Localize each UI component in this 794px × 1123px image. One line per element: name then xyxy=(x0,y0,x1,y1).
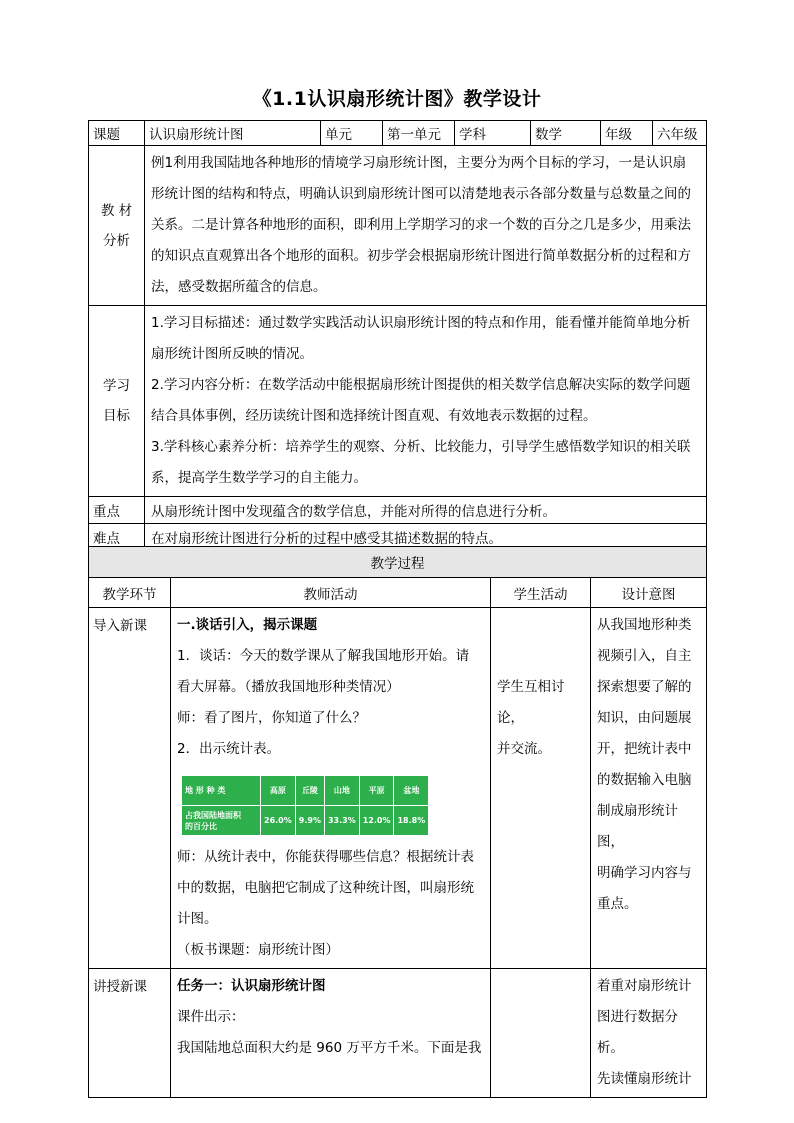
process-row-new xyxy=(89,969,707,1098)
terrain-percent: 26.0% xyxy=(261,806,296,836)
teacher-line: 中的数据，电脑把它制成了这种统计图，叫扇形统 xyxy=(177,880,474,896)
goals-row xyxy=(89,306,707,497)
intent-line: 探索想要了解的 xyxy=(597,679,692,695)
analysis-line: 形统计图的结构和特点，明确认识到扇形统计图可以清楚地表示各部分数量与总数量之间的 xyxy=(151,186,691,202)
intent-line: 明确学习内容与 xyxy=(597,865,692,881)
column-intent: 设计意图 xyxy=(591,578,707,608)
intent-line: 图进行数据分析。 xyxy=(597,1009,678,1056)
column-stage: 教学环节 xyxy=(89,578,171,608)
unit-label: 单元 xyxy=(321,121,383,146)
terrain-name: 丘陵 xyxy=(295,776,324,806)
analysis-line: 关系。二是计算各种地形的面积，即利用上学期学习的求一个数的百分之几是多少，用乘法 xyxy=(151,217,691,233)
goals-line: 系，提高学生数学学习的自主能力。 xyxy=(151,470,367,486)
analysis-line: 的知识点直观算出各个地形的面积。初步学会根据扇形统计图进行简单数据分析的过程和方 xyxy=(151,248,691,264)
intent-line: 从我国地形种类 xyxy=(597,617,692,633)
teacher-line: 2．出示统计表。 xyxy=(177,741,281,757)
analysis-line: 例1利用我国陆地各种地形的情境学习扇形统计图，主要分为两个目标的学习，一是认识扇 xyxy=(151,155,687,171)
terrain-percent: 33.3% xyxy=(324,806,359,836)
column-student: 学生活动 xyxy=(491,578,591,608)
page-title: 《1.1认识扇形统计图》教学设计 xyxy=(252,88,542,110)
teacher-line: （板书课题：扇形统计图） xyxy=(177,942,339,958)
grade-label: 年级 xyxy=(601,121,653,146)
process-table xyxy=(88,546,707,1098)
stage-intro: 导入新课 xyxy=(89,608,171,969)
student-activity-intro xyxy=(491,608,591,969)
teacher-line: 1．谈话：今天的数学课从了解我国地形开始。请 xyxy=(177,648,470,664)
intent-line: 先读懂扇形统计 xyxy=(597,1071,692,1087)
intent-line: 制成扇形统计图， xyxy=(597,803,678,850)
terrain-row-label-1: 占我国陆地面积 xyxy=(185,810,241,820)
terrain-name: 高原 xyxy=(261,776,296,806)
teacher-line: 课件出示： xyxy=(177,1009,245,1025)
terrain-percent: 9.9% xyxy=(295,806,324,836)
topic-label: 课题 xyxy=(89,121,145,146)
goals-text xyxy=(145,306,707,497)
key-point-row xyxy=(89,497,707,524)
analysis-label-2: 分析 xyxy=(103,232,130,249)
difficulty-label: 难点 xyxy=(89,524,145,551)
intent-line: 着重对扇形统计 xyxy=(597,978,692,994)
topic-value: 认识扇形统计图 xyxy=(145,121,321,146)
terrain-percent: 18.8% xyxy=(394,806,429,836)
intent-intro xyxy=(591,608,707,969)
process-row-intro xyxy=(89,608,707,969)
subject-label: 学科 xyxy=(455,121,531,146)
analysis-row xyxy=(89,146,707,306)
key-point-text: 从扇形统计图中发现蕴含的数学信息，并能对所得的信息进行分析。 xyxy=(145,497,707,524)
terrain-stat-table xyxy=(181,775,429,836)
intent-line: 的数据输入电脑 xyxy=(597,772,692,788)
unit-value: 第一单元 xyxy=(383,121,455,146)
goals-line: 扇形统计图所反映的情况。 xyxy=(151,346,313,362)
analysis-label-1: 教 材 xyxy=(100,202,133,219)
teacher-activity-new xyxy=(171,969,491,1098)
terrain-percent: 12.0% xyxy=(359,806,394,836)
goals-label-2: 目标 xyxy=(103,408,130,424)
key-point-label: 重点 xyxy=(89,497,145,524)
teacher-activity-intro xyxy=(171,608,491,969)
terrain-name: 平原 xyxy=(359,776,394,806)
intent-line: 重点。 xyxy=(597,896,638,912)
teacher-line: 师：看了图片，你知道了什么？ xyxy=(177,710,366,726)
terrain-name: 盆地 xyxy=(394,776,429,806)
process-header: 教学过程 xyxy=(89,547,707,578)
task-heading: 任务一：认识扇形统计图 xyxy=(177,978,326,994)
goals-line: 2.学习内容分析：在数学活动中能根据扇形统计图提供的相关数学信息解决实际的数学问题 xyxy=(151,377,691,393)
terrain-name: 山地 xyxy=(324,776,359,806)
analysis-line: 法，感受数据所蕴含的信息。 xyxy=(151,279,327,295)
goals-label-1: 学习 xyxy=(103,378,130,394)
intent-line: 视频引入，自主 xyxy=(597,648,692,664)
grade-value: 六年级 xyxy=(653,121,707,146)
terrain-row-label-2: 的百分比 xyxy=(185,821,217,831)
difficulty-text: 在对扇形统计图进行分析的过程中感受其描述数据的特点。 xyxy=(145,524,707,551)
info-table xyxy=(88,120,707,551)
terrain-row-label xyxy=(182,806,261,836)
column-teacher: 教师活动 xyxy=(171,578,491,608)
info-row xyxy=(89,121,707,146)
process-column-headers xyxy=(89,578,707,608)
teacher-line: 计图。 xyxy=(177,911,218,927)
teacher-line: 师：从统计表中，你能获得哪些信息？根据统计表 xyxy=(177,849,474,865)
goals-line: 1.学习目标描述：通过数学实践活动认识扇形统计图的特点和作用，能看懂并能简单地分析 xyxy=(151,315,691,331)
intent-line: 知识，由问题展 xyxy=(597,710,692,726)
student-line: 学生互相讨论， xyxy=(497,679,565,726)
student-line: 并交流。 xyxy=(497,741,551,757)
teacher-line: 看大屏幕。（播放我国地形种类情况） xyxy=(177,679,400,695)
intent-new xyxy=(591,969,707,1098)
stage-new: 讲授新课 xyxy=(89,969,171,1098)
teacher-line: 我国陆地总面积大约是 960 万平方千米。下面是我 xyxy=(177,1040,482,1056)
subject-value: 数学 xyxy=(531,121,601,146)
student-activity-new xyxy=(491,969,591,1098)
analysis-text xyxy=(145,146,707,306)
intro-heading: 一.谈话引入，揭示课题 xyxy=(177,617,318,633)
terrain-header-label: 地 形 种 类 xyxy=(182,776,261,806)
goals-line: 结合具体事例，经历读统计图和选择统计图直观、有效地表示数据的过程。 xyxy=(151,408,597,424)
goals-line: 3.学科核心素养分析：培养学生的观察、分析、比较能力，引导学生感悟数学知识的相关联 xyxy=(151,439,691,455)
intent-line: 开，把统计表中 xyxy=(597,741,692,757)
